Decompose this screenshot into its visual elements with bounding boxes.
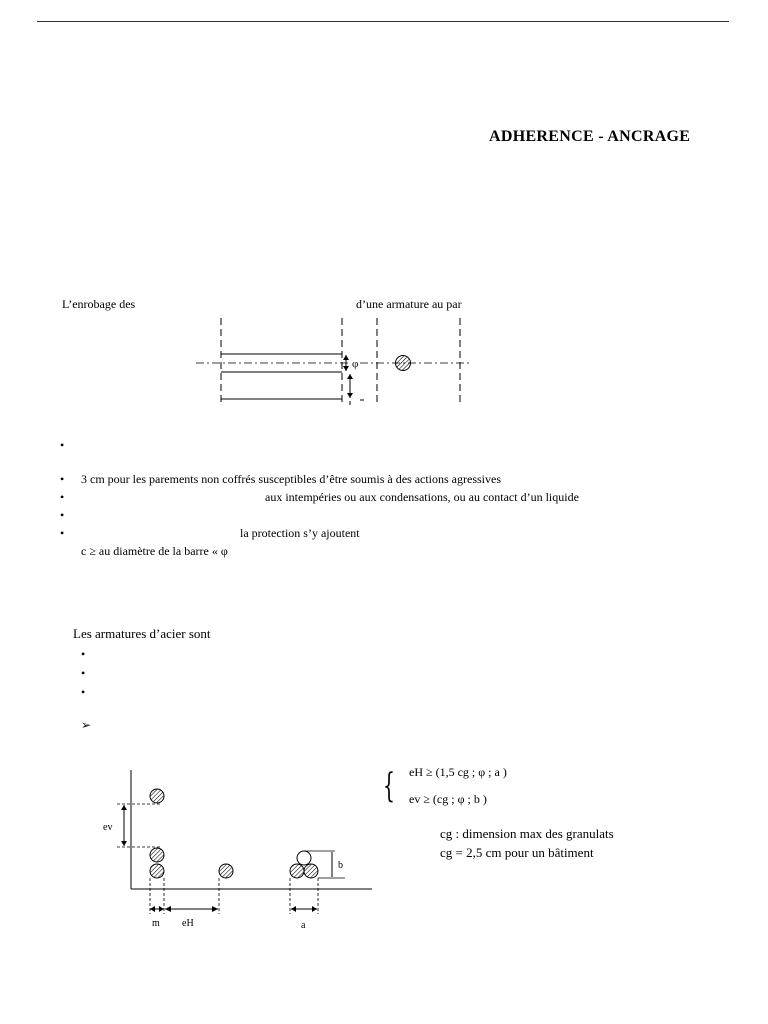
bar-icon — [150, 789, 164, 803]
cg-value: cg = 2,5 cm pour un bâtiment — [440, 845, 594, 860]
enrobage-intro-right: d’une armature au par — [356, 297, 462, 311]
brace-symbol: { — [383, 766, 395, 806]
bullet-dot: • — [60, 526, 65, 540]
bullet-text-5: la protection s’y ajoutent — [240, 526, 360, 540]
armatures-bullet-2: • — [81, 666, 86, 680]
bullet-text-2: 3 cm pour les parements non coffrés susceptibles d’être soumis à des actions agressives — [81, 472, 501, 486]
armatures-bullet-1: • — [81, 647, 86, 661]
m-label: m — [152, 918, 160, 929]
bullet-dot: • — [60, 472, 65, 486]
bar-icon — [150, 864, 164, 878]
bar-icon — [290, 864, 304, 878]
cg-definition: cg : dimension max des granulats — [440, 826, 614, 841]
bullet-dot: • — [60, 438, 65, 452]
armatures-intro: Les armatures d’acier sont — [73, 626, 211, 641]
phi-label: φ — [352, 358, 359, 370]
eq-vertical: ev ≥ (cg ; φ ; b ) — [409, 792, 487, 806]
bullet-dot: • — [60, 508, 65, 522]
eh-label: eH — [182, 918, 194, 929]
eq-horizontal: eH ≥ (1,5 cg ; φ ; a ) — [409, 765, 507, 779]
bar-icon — [150, 848, 164, 862]
bar-outline-icon — [297, 851, 311, 865]
bullet-text-3: aux intempéries ou aux condensations, ou au contact d’un liquide — [265, 490, 579, 504]
cover-condition: c ≥ au diamètre de la barre « φ — [81, 544, 228, 558]
bullet-dot: • — [60, 490, 65, 504]
b-label: b — [338, 860, 343, 871]
page-title: ADHERENCE - ANCRAGE — [489, 128, 691, 145]
arrow-icon: ➢ — [81, 718, 92, 732]
bar-icon — [219, 864, 233, 878]
ev-label: ev — [103, 822, 113, 833]
armatures-bullet-3: • — [81, 685, 86, 699]
a-label: a — [301, 920, 306, 931]
enrobage-intro-left: L’enrobage des — [62, 297, 136, 311]
bar-icon — [304, 864, 318, 878]
